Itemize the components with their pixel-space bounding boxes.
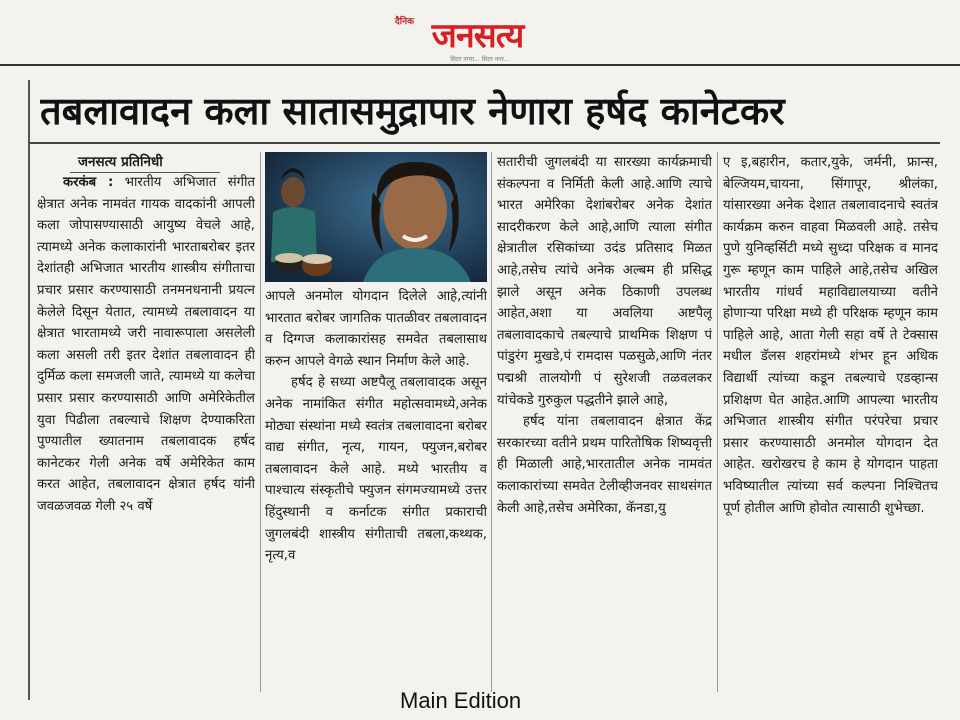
- article-column-1: [37, 172, 255, 692]
- column-1-text: भारतीय अभिजात संगीत क्षेत्रात अनेक नामवंत गायक वादकांनी आपली कला जोपासण्यासाठी आयुष्य वेचले आहे, त्यामध्ये अनेक कलाकारांनी भारताबरोबर इतर देशांतही अभिजात भारतीय शास्त्रीय संगीताचा प्रचार प्रसार करण्यासाठी तनमनधनानी प्रयत्न केलेले दिसून येतात, त्यामध्ये तबलावादन या क्षेत्रात भारतामध्ये जरी नावारूपाला असलेली कला असली तरी इतर देशांत तबलावादन ही दुर्मिळ कला समजली जाते, त्यामध्ये या कलेचा प्रसार प्रसार करण्यासाठी आणि अमेरिकेतील युवा पिढीला तबल्याचे शिक्षण देण्याकरिता पुण्यातील ख्यातनाम तबलावादक हर्षद कानेटकर गेली अनेक वर्षे अमेरिकेत काम करत आहेत, तबलावादन क्षेत्रात हर्षद यांनी जवळजवळ गेली २५ वर्षे: [37, 175, 255, 514]
- article-dateline: करकंब :: [63, 175, 114, 190]
- column-3-paragraph-2: हर्षद यांना तबलावादन क्षेत्रात केंद्र सरकारच्या वतीने प्रथम पारितोषिक शिष्यवृत्ती ही मिळाली आहे,भारतातील अनेक नामवंत कलाकारांच्या समवेत टेलीव्हीजनवर साथसंगत केली आहे,तसेच अमेरिका, कॅनडा,यु: [497, 414, 712, 516]
- column-divider-1: [260, 152, 261, 692]
- headline-divider: [30, 142, 940, 144]
- column-4-text: ए इ,बहारीन, कतार,युके, जर्मनी, फ्रान्स, बेल्जियम,चायना, सिंगापूर, श्रीलंका, यांसारख्या अनेक देशात तबलावादनाचे स्वतंत्र कार्यक्रम करुन वाहवा मिळवली आहे. तसेच पुणे युनिव्हर्सिटी मध्ये सुध्दा परिक्षक व मानद गुरू म्हणून काम पाहिले आहे,तसेच अखिल भारतीय गांधर्व महाविद्यालयाच्या वतीने होणाऱ्या परिक्षा मध्ये ही परिक्षक म्हणून काम पाहिले आहे, आता गेली सहा वर्षे ते टेक्सास मधील डॅलस शहरांमध्ये शंभर हून अधिक विद्यार्थी त्यांच्या कडून तबल्याचे एडव्हान्स प्रशिक्षण घेत आहेत.आणि आपल्या भारतीय अभिजात शास्त्रीय संगीत परंपरेचा प्रचार प्रसार करण्यासाठी अनमोल योगदान देत आहेत. खरोखरच हे काम हे योगदान पाहता भविष्यातील त्यांच्या सर्व कल्पना निश्चितच पूर्ण होतील आणि होवोत त्यासाठी शुभेच्छा.: [723, 155, 938, 516]
- article-column-2: [265, 286, 487, 692]
- article-column-3: [497, 152, 712, 692]
- article-byline: जनसत्य प्रतिनिधी: [78, 154, 163, 170]
- masthead: [0, 0, 960, 66]
- newspaper-logo: जनसत्य: [431, 16, 524, 56]
- masthead-divider: [0, 64, 960, 66]
- edition-label: Main Edition: [400, 688, 522, 713]
- column-2-paragraph-2: हर्षद हे सध्या अष्टपैलू तबलावादक असून अनेक नामांकित संगीत महोत्सवामध्ये,अनेक मोठ्या संस्थांना मध्ये स्वतंत्र तबलावादना बरोबर वाद्य संगीत, नृत्य, गायन, फ्युजन,बरोबर तबलावादन केले आहे. मध्ये भारतीय व पाश्चात्य संस्कृतीचे फ्युजन संगमज्यामध्ये उत्तर हिंदुस्थानी व कर्नाटक संगीत प्रकाराची जुगलबंदी शास्त्रीय संगीताची तबला,कथ्थक, नृत्य,व: [265, 375, 487, 564]
- column-divider-2: [491, 152, 492, 692]
- column-divider-3: [717, 152, 718, 692]
- column-2-paragraph-1: आपले अनमोल योगदान दिलेले आहे,त्यांनी भारतात बरोबर जागतिक पातळीवर तबलावादन व दिग्गज कलाकारांसह समवेत तबलासाथ करुन आपले वेगळे स्थान निर्माण केले आहे.: [265, 289, 487, 369]
- column-3-paragraph-1: सतारीची जुगलबंदी या सारख्या कार्यक्रमाची संकल्पना व निर्मिती केली आहे.आणि त्याचे भारत अमेरिका देशांबरोबर अनेक देशांत सादरीकरण केले आहे,आणि त्याला संगीत क्षेत्रातील रसिकांच्या उदंड प्रतिसाद मिळत आहे,तसेच त्यांचे अनेक अल्बम ही प्रसिद्ध झाले असून अनेक ठिकाणी उपलब्ध आहेत,अशा या अवलिया अष्टपैलू तबलावादकाचे तबल्याचे प्राथमिक शिक्षण पं पांडुरंग मुखडे,पं रामदास पळसुळे,आणि नंतर पद्मश्री तालयोगी पं सुरेशजी तळवलकर यांचेकडे गुरुकुल पद्धतीने झाले आहे,: [497, 155, 712, 408]
- article-photo: [265, 152, 487, 282]
- tabla-player-photo: [265, 152, 487, 282]
- left-margin-rule: [28, 80, 30, 700]
- masthead-tagline: सिटर नगरा... सिटर नगर...: [450, 56, 510, 63]
- article-headline: तबलावादन कला सातासमुद्रापार नेणारा हर्षद कानेटकर: [40, 89, 785, 133]
- article-column-4: [723, 152, 938, 692]
- masthead-small-label: दैनिक: [395, 17, 415, 27]
